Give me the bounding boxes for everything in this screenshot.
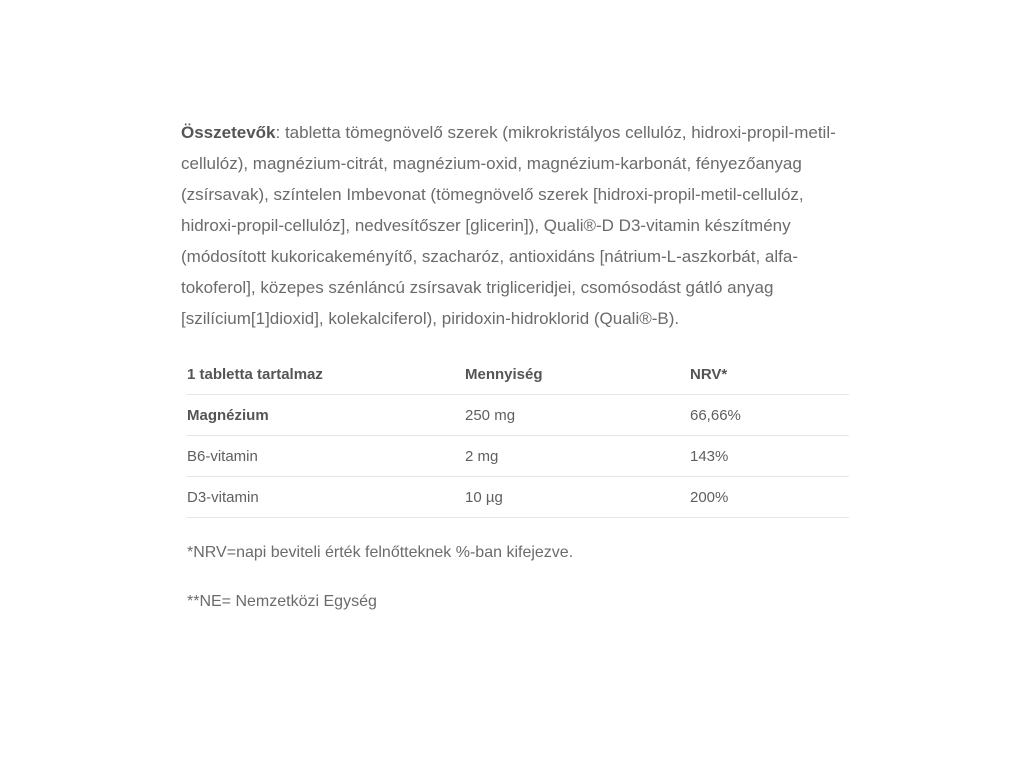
table-row [187,436,849,477]
row-amount: 250 mg [465,395,690,436]
ingredients-paragraph [181,117,851,334]
row-nrv: 143% [690,436,849,477]
row-amount: 10 µg [465,477,690,518]
header-content: 1 tabletta tartalmaz [187,354,465,395]
row-nrv: 200% [690,477,849,518]
table-header-row [187,354,849,395]
row-amount: 2 mg [465,436,690,477]
row-nutrient: Magnézium [187,395,465,436]
nutrition-table [187,354,849,518]
table-row [187,477,849,518]
header-nrv: NRV* [690,354,849,395]
product-description [181,117,851,611]
ingredients-label: Összetevők [181,123,276,142]
nrv-footnote: *NRV=napi beviteli érték felnőtteknek %-ban kifejezve. [187,544,574,561]
table-row [187,395,849,436]
row-nutrient: B6-vitamin [187,436,465,477]
ne-footnote: **NE= Nemzetközi Egység [187,593,377,610]
row-nrv: 66,66% [690,395,849,436]
ingredients-text: : tabletta tömegnövelő szerek (mikrokristályos cellulóz, hidroxi-propil-metil-cellulóz), magnézium-citrát, magnézium-oxid, magnézium-karbonát, fényezőanyag (zsírsavak), színtelen Imbevonat (tömegnövelő szerek [hidroxi-propil-metil-cellulóz, hidroxi-propil-cellulóz], nedvesítőszer [glicerin]), Quali®-D D3-vitamin készítmény (módosított kukoricakeményítő, szacharóz, antioxidáns [nátrium-L-aszkorbát, alfa-tokoferol], közepes szénláncú zsírsavak trigliceridjei, csomósodást gátló anyag [szilícium[1]dioxid], kolekalciferol), piridoxin-hidroklorid (Quali®-B). [181,123,836,328]
row-nutrient: D3-vitamin [187,477,465,518]
header-amount: Mennyiség [465,354,690,395]
